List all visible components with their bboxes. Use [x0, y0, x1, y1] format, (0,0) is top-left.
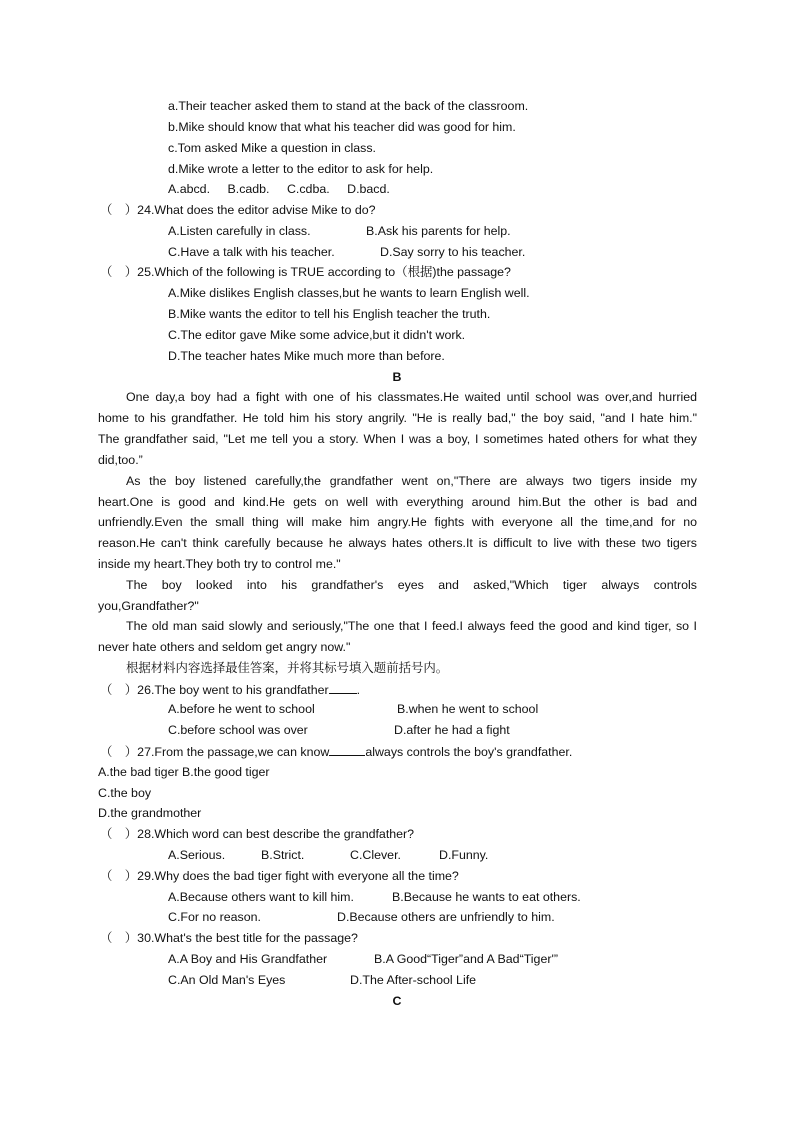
answer-bracket[interactable]: （ ） — [100, 745, 138, 759]
answer-blank[interactable] — [329, 743, 365, 756]
passage-p3-line2: you,Grandfather?" — [98, 599, 199, 613]
q30-stem: 30.What's the best title for the passage? — [137, 931, 358, 945]
q23-option-b: b.Mike should know that what his teacher did was good for him. — [168, 120, 516, 134]
passage-p2-line5: inside my heart.They both try to control me." — [98, 557, 341, 571]
q29-option-b: B.Because he wants to eat others. — [392, 890, 581, 904]
q28-choice-c: C.Clever. — [350, 848, 401, 862]
q29-option-c: C.For no reason. — [168, 910, 261, 924]
q25-option-a: A.Mike dislikes English classes,but he wants to learn English well. — [168, 286, 530, 300]
q28-stem: 28.Which word can best describe the grandfather? — [137, 827, 415, 841]
passage-p4-line2: never hate others and seldom get angry now." — [98, 640, 351, 654]
q23-choices — [168, 181, 390, 197]
q27-stem-post: always controls the boy's grandfather. — [365, 745, 573, 759]
q24-option-d: D.Say sorry to his teacher. — [380, 245, 526, 259]
q28-choice-a: A.Serious. — [168, 848, 226, 862]
q26-stem: 26.The boy went to his grandfather — [137, 683, 329, 697]
q29-option-d: D.Because others are unfriendly to him. — [337, 910, 555, 924]
q30-stem-line — [100, 930, 358, 946]
q26-option-a: A.before he went to school — [168, 702, 315, 716]
passage-p1-line4: did,too.” — [98, 453, 143, 467]
q27-option-ab: A.the bad tiger B.the good tiger — [98, 765, 270, 779]
passage-p4-line1: The old man said slowly and seriously,"The one that I feed.I always feed the good and kind tiger, so I — [126, 619, 697, 633]
q28-choice-b: B.Strict. — [261, 848, 305, 862]
passage-p2-line1: As the boy listened carefully,the grandfather went on,"There are always two tigers inside my — [126, 474, 697, 488]
q23-option-a: a.Their teacher asked them to stand at the back of the classroom. — [168, 99, 529, 113]
q23-option-c: c.Tom asked Mike a question in class. — [168, 141, 376, 155]
q24-option-a: A.Listen carefully in class. — [168, 224, 311, 238]
q27-stem-pre: 27.From the passage,we can know — [137, 745, 330, 759]
section-c-heading: C — [392, 994, 402, 1008]
q28-stem-line — [100, 826, 414, 842]
answer-bracket[interactable]: （ ） — [100, 931, 138, 945]
q28-choice-d: D.Funny. — [439, 848, 489, 862]
passage-p1-line2: home to his grandfather. He told him his story angrily. "He is really bad," the boy said, "and I hate him." — [98, 411, 697, 425]
q25-option-b: B.Mike wants the editor to tell his English teacher the truth. — [168, 307, 491, 321]
answer-blank[interactable] — [329, 681, 357, 694]
q24-option-b: B.Ask his parents for help. — [366, 224, 511, 238]
q23-option-d: d.Mike wrote a letter to the editor to ask for help. — [168, 162, 434, 176]
answer-bracket[interactable]: （ ） — [100, 203, 138, 217]
q23-choice-b: B.cadb. — [227, 182, 270, 196]
q26-option-b: B.when he went to school — [397, 702, 539, 716]
passage-p2-line2: heart.One is good and kind.He gets on well with everything around him.But the other is bad and — [98, 495, 697, 509]
q27-option-c: C.the boy — [98, 786, 152, 800]
passage-p2-line3: unfriendly.Even the small thing will make him angry.He fights with everyone all the time,and for no — [98, 515, 697, 529]
q29-option-a: A.Because others want to kill him. — [168, 890, 354, 904]
q24-option-c: C.Have a talk with his teacher. — [168, 245, 335, 259]
q24-stem-line — [100, 202, 376, 218]
passage-p3-line1: The boy looked into his grandfather's eyes and asked,"Which tiger always controls — [126, 578, 697, 592]
q30-option-a: A.A Boy and His Grandfather — [168, 952, 328, 966]
q29-stem-line — [100, 868, 459, 884]
q30-option-c: C.An Old Man's Eyes — [168, 973, 286, 987]
q25-stem-line — [100, 264, 511, 280]
answer-bracket[interactable]: （ ） — [100, 827, 138, 841]
passage-p1-line3: The grandfather said, "Let me tell you a story. When I was a boy, I sometimes hated others for what they — [98, 432, 697, 446]
answer-bracket[interactable]: （ ） — [100, 869, 138, 883]
answer-bracket[interactable]: （ ） — [100, 683, 138, 697]
q23-choice-d: D.bacd. — [347, 182, 390, 196]
answer-bracket[interactable]: （ ） — [100, 265, 138, 279]
q30-option-d: D.The After-school Life — [350, 973, 477, 987]
q25-option-d: D.The teacher hates Mike much more than before. — [168, 349, 445, 363]
q25-option-c: C.The editor gave Mike some advice,but it didn't work. — [168, 328, 466, 342]
q30-option-b: B.A Good“Tiger”and A Bad“Tiger'” — [374, 952, 558, 966]
q23-choice-a: A.abcd. — [168, 182, 211, 196]
q27-option-d: D.the grandmother — [98, 806, 202, 820]
section-b-heading: B — [392, 370, 402, 384]
q24-stem: 24.What does the editor advise Mike to do? — [137, 203, 376, 217]
q29-stem: 29.Why does the bad tiger fight with everyone all the time? — [137, 869, 459, 883]
q27-stem-line — [100, 743, 572, 760]
q26-option-c: C.before school was over — [168, 723, 308, 737]
q25-stem: 25.Which of the following is TRUE according to（根据)the passage? — [137, 265, 511, 279]
q26-stem-line: （ ）26.The boy went to his grandfather . — [100, 683, 361, 697]
passage-p2-line4: reason.He can't think carefully because he always hates others.It is difficult to live with these two tigers — [98, 536, 697, 550]
q26-option-d: D.after he had a fight — [394, 723, 510, 737]
q23-choice-c: C.cdba. — [286, 182, 330, 196]
instruction-text: 根据材料内容选择最佳答案，并将其标号填入题前括号内。 — [126, 660, 449, 675]
passage-p1-line1: One day,a boy had a fight with one of his classmates.He waited until school was over,and hurried — [126, 390, 697, 404]
